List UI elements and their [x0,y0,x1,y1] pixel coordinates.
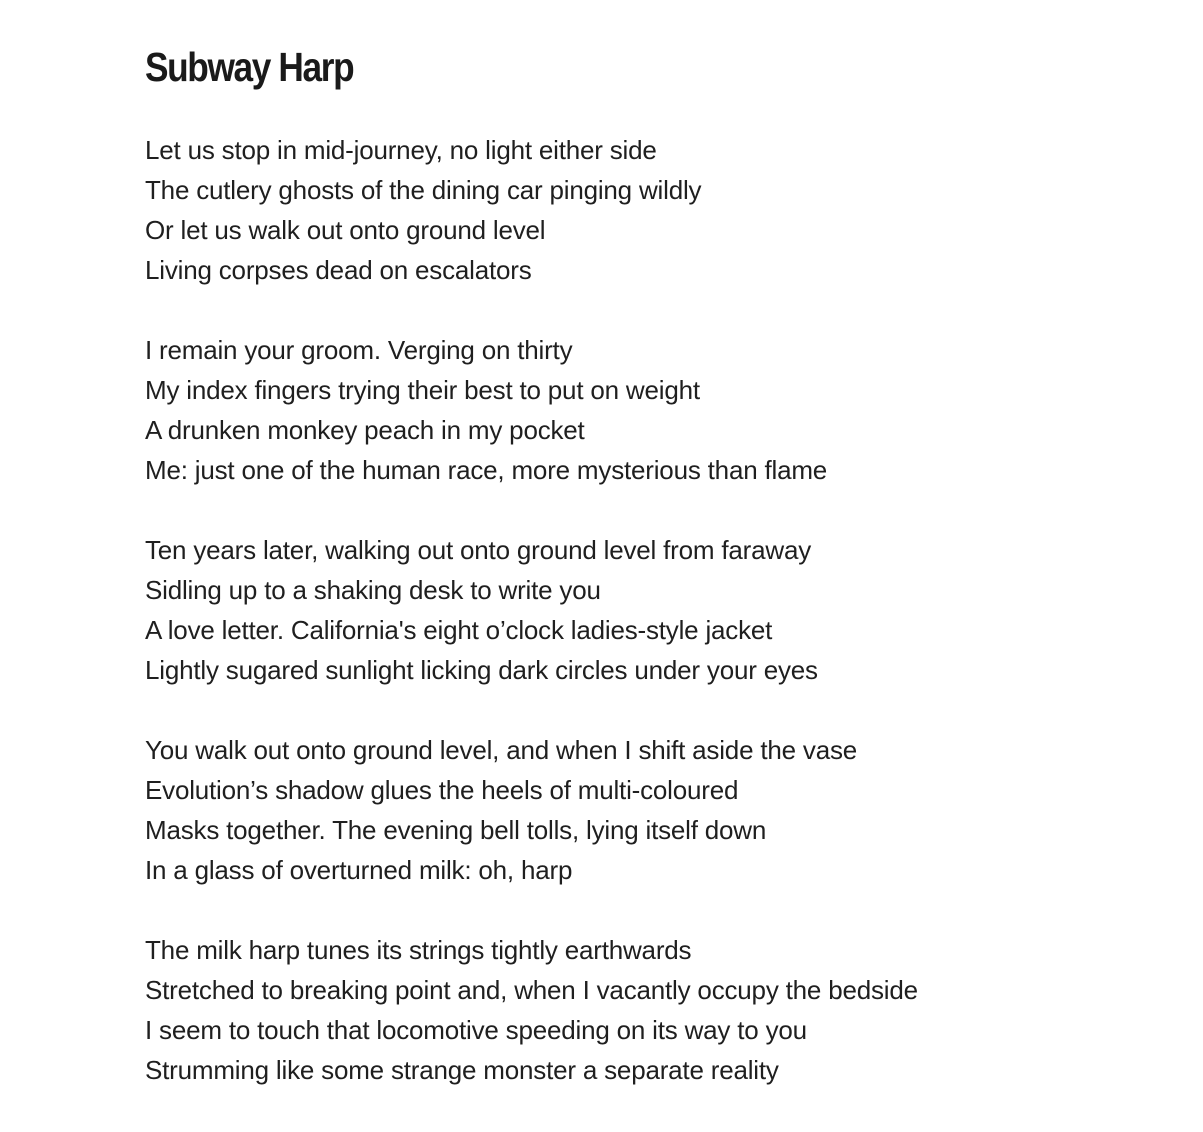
poem-line: Strumming like some strange monster a separate reality [145,1055,779,1085]
poem-line: The cutlery ghosts of the dining car pinging wildly [145,175,702,205]
poem-article [145,38,1165,1090]
stanza-1 [145,130,1165,290]
poem-line: Evolution’s shadow glues the heels of multi-coloured [145,775,739,805]
poem-line: Ten years later, walking out onto ground level from faraway [145,535,812,565]
poem-line: Lightly sugared sunlight licking dark circles under your eyes [145,655,818,685]
poem-line: In a glass of overturned milk: oh, harp [145,855,573,885]
poem-line: I remain your groom. Verging on thirty [145,335,573,365]
poem-title: Subway Harp [145,44,354,90]
poem-line: My index fingers trying their best to put on weight [145,375,700,405]
stanza-2 [145,330,1165,490]
stanza-5 [145,930,1165,1090]
poem-line: Sidling up to a shaking desk to write you [145,575,601,605]
poem-line: Stretched to breaking point and, when I vacantly occupy the bedside [145,975,918,1005]
poem-line: I seem to touch that locomotive speeding on its way to you [145,1015,807,1045]
stanza-3 [145,530,1165,690]
poem-body [145,130,1165,1090]
poem-line: Me: just one of the human race, more mysterious than flame [145,455,828,485]
poem-line: The milk harp tunes its strings tightly earthwards [145,935,692,965]
poem-line: A drunken monkey peach in my pocket [145,415,585,445]
poem-line: Let us stop in mid-journey, no light either side [145,135,657,165]
poem-line: Masks together. The evening bell tolls, lying itself down [145,815,767,845]
poem-line: A love letter. California's eight o’clock ladies-style jacket [145,615,773,645]
poem-line: Or let us walk out onto ground level [145,215,546,245]
poem-line: You walk out onto ground level, and when I shift aside the vase [145,735,858,765]
stanza-4 [145,730,1165,890]
poem-line: Living corpses dead on escalators [145,255,532,285]
